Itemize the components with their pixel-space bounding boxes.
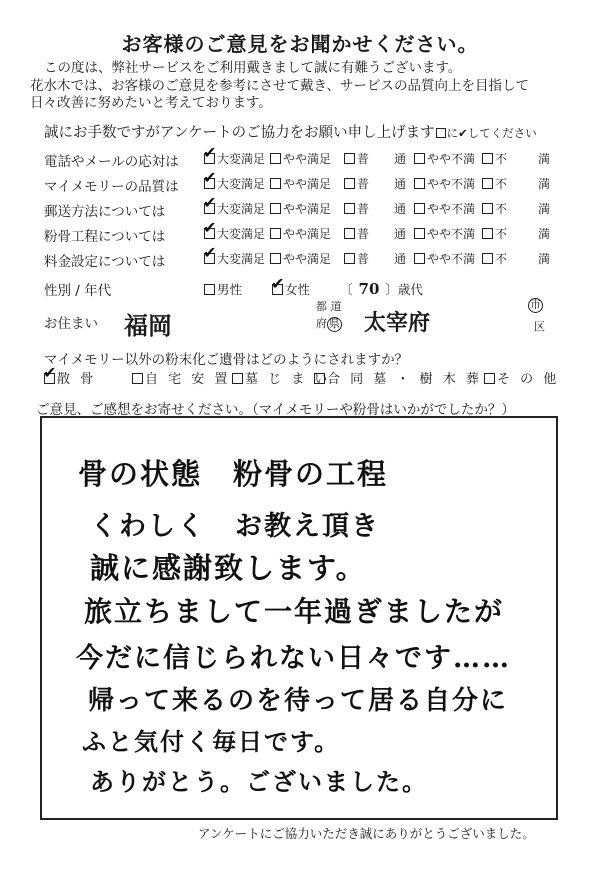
male-checkbox[interactable] xyxy=(204,284,215,295)
rating-checkbox[interactable] xyxy=(344,253,355,264)
rating-option-label: やや不満 xyxy=(427,202,476,216)
rating-option[interactable] xyxy=(414,225,475,242)
rating-checkbox[interactable] xyxy=(482,178,493,189)
rating-option[interactable] xyxy=(414,200,475,217)
rating-option[interactable] xyxy=(414,150,475,167)
rating-checkbox[interactable] xyxy=(203,243,217,264)
comment-line: ありがとう。ございました。 xyxy=(90,767,428,796)
rating-option-label: やや不満 xyxy=(427,152,476,166)
check-mark-icon: ✔ xyxy=(203,168,217,187)
disposal-checkbox[interactable] xyxy=(43,363,60,384)
rating-label: マイメモリーの品質は xyxy=(44,179,179,195)
rating-option[interactable] xyxy=(270,225,331,242)
rating-label: 電話やメールの応対は xyxy=(44,154,179,170)
intro-line: 日々改善に努めたいと考えております。 xyxy=(30,95,272,111)
fu-label: 府 xyxy=(316,317,327,330)
fu-ken-label xyxy=(316,315,342,332)
comment-line: くわしく お教え頂き xyxy=(90,511,380,542)
rating-option-label: 不 xyxy=(495,227,508,241)
rating-option[interactable] xyxy=(344,250,369,267)
rating-option-label: 通 xyxy=(394,252,407,266)
rating-checkbox[interactable] xyxy=(344,153,355,164)
rating-option-label: 大変満足 xyxy=(217,252,266,266)
rating-option-label: 大変満足 xyxy=(217,202,266,216)
rating-option-label: 満 xyxy=(538,252,551,266)
rating-option-label: 不 xyxy=(495,202,508,216)
rating-option-label: 満 xyxy=(538,202,551,216)
comment-line: 今だに信じられない日々です…… xyxy=(76,643,511,674)
address-label: お住まい xyxy=(44,316,98,332)
rating-checkbox[interactable] xyxy=(203,193,217,214)
rating-option[interactable] xyxy=(270,175,331,192)
disposal-options xyxy=(43,363,564,388)
disposal-checkbox[interactable] xyxy=(484,373,495,384)
rating-option[interactable] xyxy=(482,150,507,167)
rating-checkbox[interactable] xyxy=(414,228,425,239)
female-checkbox[interactable] xyxy=(271,274,285,295)
rating-option[interactable] xyxy=(482,250,507,267)
rating-checkbox[interactable] xyxy=(203,168,217,189)
request-text: 誠にお手数ですがアンケートのご協力をお願い申し上げます xyxy=(44,125,435,141)
rating-option xyxy=(538,150,550,167)
comment-line: 旅立ちまして一年過ぎましたが xyxy=(84,595,505,628)
request-line xyxy=(44,121,537,142)
rating-row xyxy=(44,193,564,220)
rating-option[interactable] xyxy=(203,218,266,242)
disposal-option[interactable] xyxy=(484,368,559,387)
rating-option[interactable] xyxy=(414,175,475,192)
rating-option[interactable] xyxy=(344,225,369,242)
rating-option xyxy=(394,225,406,242)
rating-option-label: やや不満 xyxy=(427,177,476,191)
rating-option[interactable] xyxy=(344,200,369,217)
address-row xyxy=(44,298,564,346)
comment-line: 骨の状態 粉骨の工程 xyxy=(78,457,389,491)
rating-option-label: 満 xyxy=(538,177,551,191)
shi-circled: 市 xyxy=(530,298,541,311)
disposal-option[interactable] xyxy=(43,363,97,387)
rating-option[interactable] xyxy=(203,168,266,192)
rating-row xyxy=(44,218,564,245)
footer-thanks: アンケートにご協力いただき誠にありがとうございました。 xyxy=(198,826,535,841)
rating-checkbox[interactable] xyxy=(344,203,355,214)
rating-option-label: 通 xyxy=(394,152,407,166)
rating-option xyxy=(394,150,406,167)
rating-option-label: 不 xyxy=(495,177,508,191)
disposal-option-label: そ の 他 xyxy=(497,372,560,387)
rating-option-label: やや満足 xyxy=(283,177,332,191)
disposal-option-label: 墓 じ ま い xyxy=(245,372,331,387)
check-mark-icon: ✔ xyxy=(203,143,217,162)
female-option[interactable] xyxy=(271,274,311,298)
rating-checkbox[interactable] xyxy=(203,143,217,164)
comment-line: 誠に感謝致します。 xyxy=(90,551,367,585)
rating-label: 粉骨工程については xyxy=(44,229,166,245)
age-bracket-close: 〕歳代 xyxy=(385,282,423,297)
check-mark-icon: ✔ xyxy=(203,218,217,237)
city-value: 太宰府 xyxy=(364,310,431,336)
to-do-label: 都 道 xyxy=(316,300,342,313)
rating-checkbox[interactable] xyxy=(482,203,493,214)
rating-option-label: 普 xyxy=(357,252,370,266)
rating-option-label: 大変満足 xyxy=(217,152,266,166)
comment-box[interactable] xyxy=(40,416,558,820)
rating-option-label: やや不満 xyxy=(427,252,476,266)
rating-option[interactable] xyxy=(270,150,331,167)
rating-option[interactable] xyxy=(414,250,475,267)
rating-label: 料金設定については xyxy=(44,254,166,270)
rating-checkbox[interactable] xyxy=(344,228,355,239)
rating-checkbox[interactable] xyxy=(344,178,355,189)
rating-option-label: 大変満足 xyxy=(217,227,266,241)
rating-checkbox[interactable] xyxy=(270,228,281,239)
rating-option[interactable] xyxy=(270,200,331,217)
disposal-option-label: 散 骨 xyxy=(57,372,97,387)
rating-option-label: 普 xyxy=(357,202,370,216)
example-checkbox-icon xyxy=(436,128,446,138)
intro-line: この度は、弊社サービスをご利用戴きまして誠に有難うございます。 xyxy=(44,60,462,76)
check-mark-icon: ✔ xyxy=(203,193,217,212)
rating-label: 郵送方法については xyxy=(44,204,166,220)
rating-checkbox[interactable] xyxy=(270,153,281,164)
rating-option-label: 普 xyxy=(357,227,370,241)
rating-option-label: 大変満足 xyxy=(217,177,266,191)
rating-option-label: 通 xyxy=(394,177,407,191)
disposal-option-label: 自 宅 安 置 xyxy=(145,372,231,387)
intro-text xyxy=(30,60,529,113)
rating-option[interactable] xyxy=(270,250,331,267)
rating-option-label: 不 xyxy=(495,152,508,166)
rating-option-label: 普 xyxy=(357,177,370,191)
disposal-option[interactable] xyxy=(314,368,482,387)
rating-checkbox[interactable] xyxy=(203,218,217,239)
rating-option xyxy=(538,200,550,217)
male-option[interactable] xyxy=(204,280,242,298)
rating-option[interactable] xyxy=(344,150,369,167)
rating-row xyxy=(44,243,564,270)
rating-option-label: 普 xyxy=(357,152,370,166)
rating-checkbox[interactable] xyxy=(482,253,493,264)
rating-option[interactable] xyxy=(482,175,507,192)
rating-checkbox[interactable] xyxy=(414,153,425,164)
comment-line: 帰って来るのを待って居る自分に xyxy=(88,686,509,716)
rating-row xyxy=(44,168,564,195)
rating-option xyxy=(394,175,406,192)
rating-option-label: 通 xyxy=(394,227,407,241)
rating-option xyxy=(394,250,406,267)
rating-row xyxy=(44,143,564,170)
rating-checkbox[interactable] xyxy=(270,253,281,264)
rating-option-label: やや不満 xyxy=(427,227,476,241)
survey-title: お客様のご意見をお聞かせください。 xyxy=(121,32,479,56)
male-label: 男性 xyxy=(217,282,243,297)
check-mark-icon: ✔ xyxy=(271,274,285,293)
rating-checkbox[interactable] xyxy=(270,203,281,214)
rating-option-label: 満 xyxy=(538,152,551,166)
female-label: 女性 xyxy=(285,282,311,297)
comment-heading: ご意見、ご感想をお寄せください。（マイメモリーや粉骨はいかがでしたか？） xyxy=(36,402,515,418)
rating-option[interactable] xyxy=(482,200,507,217)
disposal-checkbox[interactable] xyxy=(314,373,325,384)
rating-option xyxy=(538,225,550,242)
rating-option-label: やや満足 xyxy=(283,252,332,266)
rating-checkbox[interactable] xyxy=(414,178,425,189)
rating-option[interactable] xyxy=(203,143,266,167)
demographics-label: 性別 / 年代 xyxy=(44,283,112,299)
ku-label: 区 xyxy=(534,320,545,333)
rating-option[interactable] xyxy=(203,243,266,267)
rating-checkbox[interactable] xyxy=(270,178,281,189)
disposal-option[interactable] xyxy=(132,368,230,387)
rating-option xyxy=(538,250,550,267)
rating-checkbox[interactable] xyxy=(414,253,425,264)
rating-option-label: 満 xyxy=(538,227,551,241)
rating-checkbox[interactable] xyxy=(414,203,425,214)
rating-option-label: やや満足 xyxy=(283,152,332,166)
demographics-row xyxy=(44,274,564,301)
ken-circled: 県 xyxy=(329,317,340,330)
prefecture-value: 福岡 xyxy=(124,311,172,340)
rating-option xyxy=(394,200,406,217)
age-field[interactable] xyxy=(340,280,423,298)
check-mark-icon: ✔ xyxy=(203,243,217,262)
rating-option[interactable] xyxy=(344,175,369,192)
rating-option-label: 不 xyxy=(495,252,508,266)
rating-option[interactable] xyxy=(203,193,266,217)
rating-option[interactable] xyxy=(482,225,507,242)
comment-line: ふと気付く毎日です。 xyxy=(82,727,341,756)
age-value: 70 xyxy=(358,280,380,298)
disposal-question: マイメモリー以外の粉末化ご遺骨はどのようにされますか？ xyxy=(44,352,409,368)
disposal-checkbox[interactable] xyxy=(232,373,243,384)
request-note: に✔してください xyxy=(446,126,537,140)
rating-option-label: やや満足 xyxy=(283,202,332,216)
disposal-option-label: 合 同 墓 ・ 樹 木 葬 xyxy=(327,372,482,387)
rating-option-label: 通 xyxy=(394,202,407,216)
intro-line: 花水木では、お客様のご意見を参考にさせて戴き、サービスの品質向上を目指して xyxy=(30,77,529,94)
rating-option-label: やや満足 xyxy=(283,227,332,241)
disposal-checkbox[interactable] xyxy=(132,373,143,384)
rating-checkbox[interactable] xyxy=(482,228,493,239)
check-mark-icon: ✔ xyxy=(43,363,60,382)
rating-checkbox[interactable] xyxy=(482,153,493,164)
age-bracket-open: 〔 xyxy=(340,282,353,297)
rating-option xyxy=(538,175,550,192)
